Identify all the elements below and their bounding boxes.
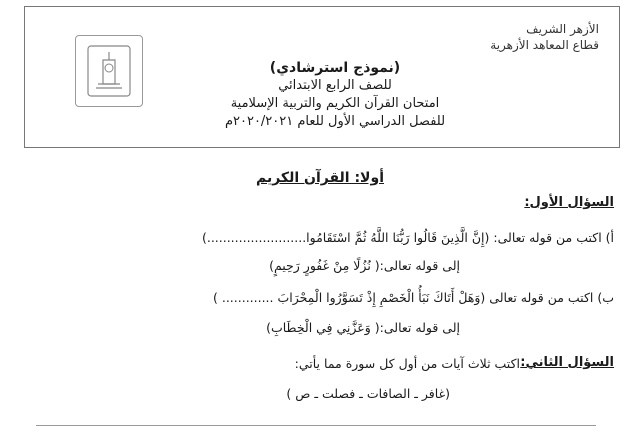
question-2-heading: السؤال الثاني: [520,355,614,370]
header-box [24,6,620,148]
exam-title-block [205,59,465,131]
section-heading: أولا: القرآن الكريم [255,170,384,186]
institution-line2: قطاع المعاهد الأزهرية [490,38,599,52]
exam-grade: للصف الرابع الابتدائي [278,78,392,93]
question-1b-end: إلى قوله تعالى:( وَعَزَّنِي فِي الْخِطَابِ) [266,320,460,335]
question-1-heading: السؤال الأول: [524,195,614,210]
exam-title: (نموذج استرشادي) [269,60,401,76]
azhar-logo-icon [75,35,143,107]
exam-subject: امتحان القرآن الكريم والتربية الإسلامية [230,96,440,111]
question-1a-prompt: أ) اكتب من قوله تعالى: (إِنَّ الَّذِينَ قَالُوا رَبُّنَا اللَّهُ ثُمَّ اسْتَقَامُوا.........................) [201,230,614,245]
page-divider [36,425,596,426]
question-2-surahs: (غافر ـ الصافات ـ فصلت ـ ص ) [286,386,450,401]
question-1a-end: إلى قوله تعالى:( نُزُلًا مِنْ غَفُورٍ رَحِيمٍ) [269,258,460,273]
institution-line1: الأزهر الشريف [526,22,599,36]
question-1b-prompt: ب) اكتب من قوله تعالى (وَهَلْ أَتَاكَ نَبَأُ الْخَصْمِ إِذْ تَسَوَّرُوا الْمِحْرَابَ ............. ) [213,290,614,305]
question-2-prompt: اكتب ثلاث آيات من أول كل سورة مما يأتي: [294,356,520,371]
institution-name [490,21,599,53]
exam-term: للفصل الدراسي الأول للعام ٢٠٢٠/٢٠٢١م [224,114,446,129]
